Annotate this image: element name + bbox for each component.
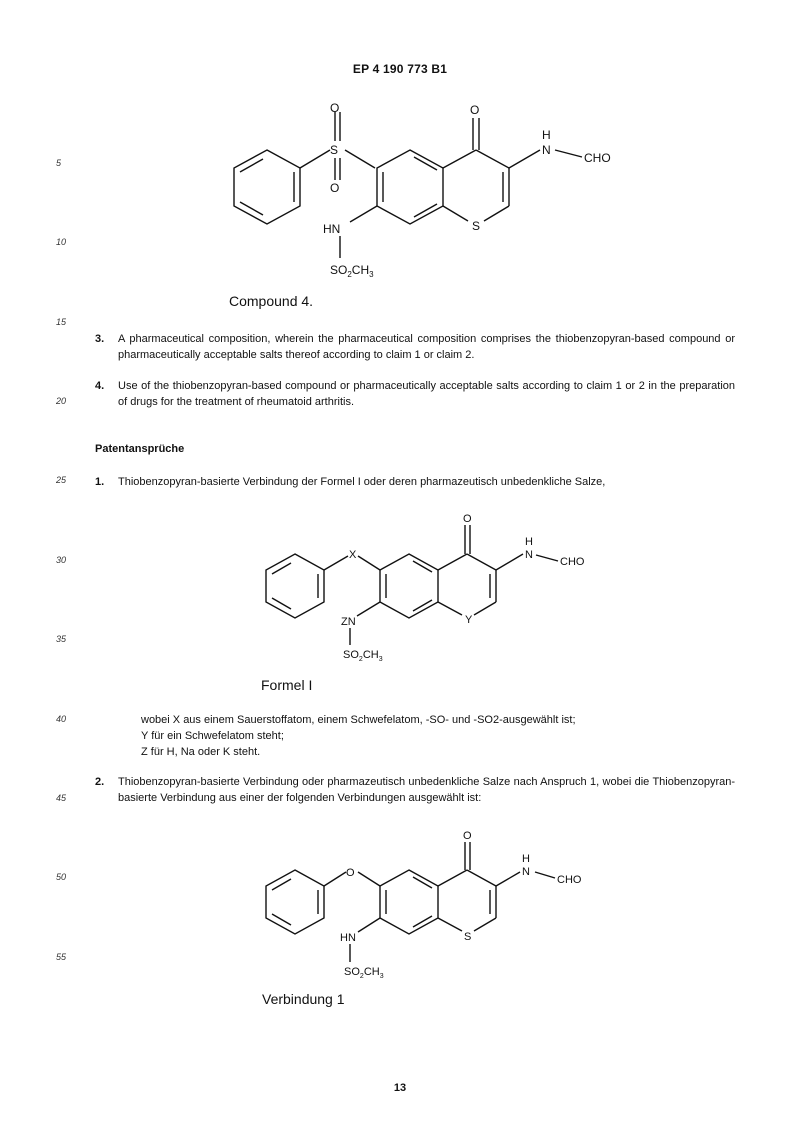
line-number: 30 [56, 555, 67, 565]
sulfonyl-oxygen-bottom: O [330, 181, 340, 195]
claim-number: 3. [95, 333, 105, 345]
claim-text: A pharmaceutical composition, wherein the pharmaceutical composition comprises the thiobenzopyran-based compound or pharmaceutically acceptable salts thereof according to claim 1 or claim 2. [118, 333, 735, 361]
formyl-group: CHO [560, 556, 585, 568]
ring-sulfur: S [464, 931, 472, 943]
formyl-group: CHO [584, 151, 611, 165]
amide-nitrogen: N [525, 549, 533, 561]
ketone-oxygen: O [470, 103, 480, 117]
verbindung-1-caption: Verbindung 1 [262, 991, 345, 1007]
sulfonamide-nh: HN [323, 222, 341, 236]
line-number: 15 [56, 317, 67, 327]
line-number: 35 [56, 634, 67, 644]
line-number: 25 [56, 475, 67, 485]
amide-hydrogen: H [542, 128, 551, 142]
formyl-group: CHO [557, 874, 582, 886]
line-number: 45 [56, 793, 67, 803]
page-number: 13 [393, 1082, 407, 1094]
amide-hydrogen: H [525, 536, 533, 548]
sulfonyl-oxygen-top: O [330, 101, 340, 115]
sulfonyl-sulfur: S [330, 143, 339, 157]
claim-number: 2. [95, 776, 105, 788]
ketone-oxygen: O [463, 513, 472, 525]
line-number: 55 [56, 952, 67, 962]
ring-y: Y [465, 614, 473, 626]
definition-x: wobei X aus einem Sauerstoffatom, einem Schwefelatom, -SO- und -SO2-ausgewählt ist; [141, 714, 576, 726]
line-number: 40 [56, 714, 67, 724]
claim-number: 4. [95, 380, 105, 392]
methanesulfonyl-group: $SO_2CH_3$ [343, 649, 383, 663]
ketone-oxygen: O [463, 830, 472, 842]
benzo-ring [380, 870, 438, 934]
line-number: 20 [56, 396, 67, 406]
line-number: 50 [56, 872, 67, 882]
line-number: 5 [56, 158, 62, 168]
phenyl-ring [266, 870, 324, 934]
line-number: 10 [56, 237, 67, 247]
methanesulfonyl-group: $SO_2CH_3$ [330, 263, 374, 279]
linker-x: X [349, 549, 357, 561]
amide-nitrogen: N [522, 866, 530, 878]
methanesulfonyl-group: $SO_2CH_3$ [344, 966, 384, 980]
claim-text: Thiobenzopyran-basierte Verbindung oder pharmazeutisch unbedenkliche Salze nach Anspruch 1, wobei die Thiobenzopyran-basierte Verbindung aus einer der folgenden Verbindungen ausgewählt ist: [118, 776, 735, 804]
claim-text: Use of the thiobenzopyran-based compound or pharmaceutically acceptable salts according to claim 1 or 2 in the preparation of drugs for the treatment of rheumatoid arthritis. [118, 380, 735, 408]
ether-oxygen: O [346, 867, 355, 879]
compound-4-caption: Compound 4. [229, 293, 314, 309]
definition-y: Y für ein Schwefelatom steht; [141, 730, 284, 742]
sulfonamide-nh: HN [340, 932, 356, 944]
amide-hydrogen: H [522, 853, 530, 865]
document-id: EP 4 190 773 B1 [352, 62, 448, 76]
amide-nitrogen: N [542, 143, 551, 157]
zn-group: ZN [341, 616, 356, 628]
claim-number: 1. [95, 476, 105, 488]
section-heading: Patentansprüche [95, 443, 185, 455]
formula-i-caption: Formel I [261, 677, 313, 693]
definition-z: Z für H, Na oder K steht. [141, 746, 261, 758]
ring-sulfur: S [472, 219, 481, 233]
claim-text: Thiobenzopyran-basierte Verbindung der Formel I oder deren pharmazeutisch unbedenkliche Salze, [118, 476, 606, 488]
